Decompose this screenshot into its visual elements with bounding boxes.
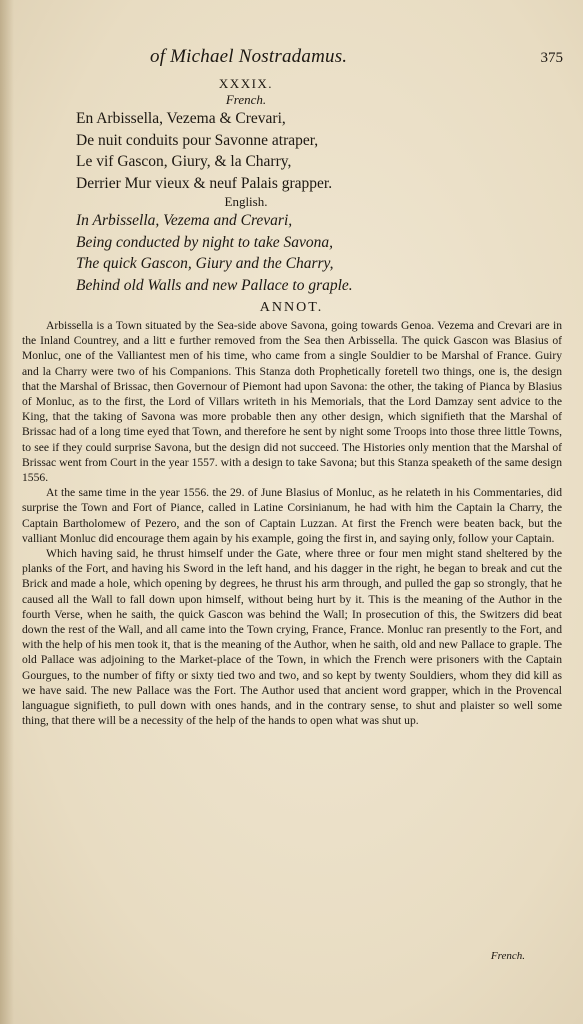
english-line: Behind old Walls and new Pallace to graple. — [76, 276, 353, 294]
running-title: of Michael Nostradamus. — [150, 46, 348, 67]
english-line: In Arbissella, Vezema and Crevari, — [76, 212, 293, 229]
annot-heading: ANNOT. — [259, 300, 324, 315]
page-number: 375 — [540, 50, 563, 66]
english-line: Being conducted by night to take Savona, — [76, 233, 333, 251]
quatrain-number: XXXIX. — [218, 76, 274, 91]
french-line: Le vif Gascon, Giury, & la Charry, — [76, 153, 292, 170]
quatrain — [76, 76, 416, 296]
french-line: De nuit conduits pour Savonne atraper, — [76, 131, 319, 149]
french-label: French. — [225, 92, 267, 107]
french-line: Derrier Mur vieux & neuf Palais grapper. — [76, 174, 333, 192]
catchword: French. — [490, 950, 525, 962]
annotation-paragraph: Which having said, he thrust himself under the Gate, where three or four men might stand sheltered by the planks of the Fort, and having his Sword in the left hand, and his dagger in the right, he began to break and cut the Brick and made a hole, which opening by degrees, he thrust his arm through, and pulled the gap so strongly, that he caused all the Wall to fall down upon himself, without being hurt by it. This is the meaning of the Author in the fourth Verse, when he saith, the quick Gascon was behind the Wall; In prosecution of this, the Switzers did beat down the rest of the Wall, and all came into the Town crying, France, France. Monluc ran presently to the Fort, and with the help of his men took it, that is the meaning of the Author, when he saith, old and new Pallace to graple. The old Pallace was adjoining to the Market-place of the Town, in which the French were prisoners with the Captain Gourgues, to the number of fifty or sixty tied two and two, and so kept by twenty Souldiers, whom they did kill as we have said. The new Pallace was the Fort. The Author used that ancient word grapper, which in the Provencal languague signifieth, to pull down with ones hands, and in the contrary sense, to shut and plaister so well some thing, that there will be a necessity of the help of the hands to open what was shut up. — [22, 547, 562, 728]
annotation-body — [22, 318, 562, 728]
annotation-paragraph: At the same time in the year 1556. the 29. of June Blasius of Monluc, as he relateth in his Commentaries, did surprise the Town and Fort of Piance, called in Latine Corsinianum, he had with him the Captain la Charry, the Captain Bartholomew of Pezero, and the son of Captain Luzzan. At first the French were beaten back, but the valliant Monluc did encourage them again by his example, going the first in, and saying only, follow your Captain. — [22, 486, 562, 545]
english-label: English. — [224, 194, 268, 209]
english-line: The quick Gascon, Giury and the Charry, — [76, 255, 334, 272]
page-header — [0, 46, 583, 74]
page-gutter-shadow — [0, 0, 14, 1024]
annotation-paragraph: Arbissella is a Town situated by the Sea-side above Savona, going towards Genoa. Vezema and Crevari are in the Inland Countrey, and a litt e further removed from the Sea then Arbissella. The quick Gascon was Blasius of Monluc, one of the Valliantest men of his time, who came from a single Souldier to be Marshal of France. Guiry and la Charry were two of his Companions. This Stanza doth Prophetically foretell two things, one is, the design that the Marshal of Brissac, then Governour of Piemont had upon Savona: the other, the taking of Pianca by Blasius of Monluc, as to the first, the Lord of Villars writeth in his Memorials, that the Lord Damzay sent advice to the King, that the taking of Savona was more probable then any other design, which signifieth that the Marshal of Brissac had of a long time eyed that Town, and therefore he sent by night some Troops into those three little Towns, to see if they could surprise Savona, but the design did not succeed. The Histories only mention that the Marshal of Brissac went from Court in the year 1557. with a design to take Savona; but this Stanza speaketh of the same design 1556. — [22, 319, 562, 485]
french-line: En Arbissella, Vezema & Crevari, — [76, 110, 286, 127]
